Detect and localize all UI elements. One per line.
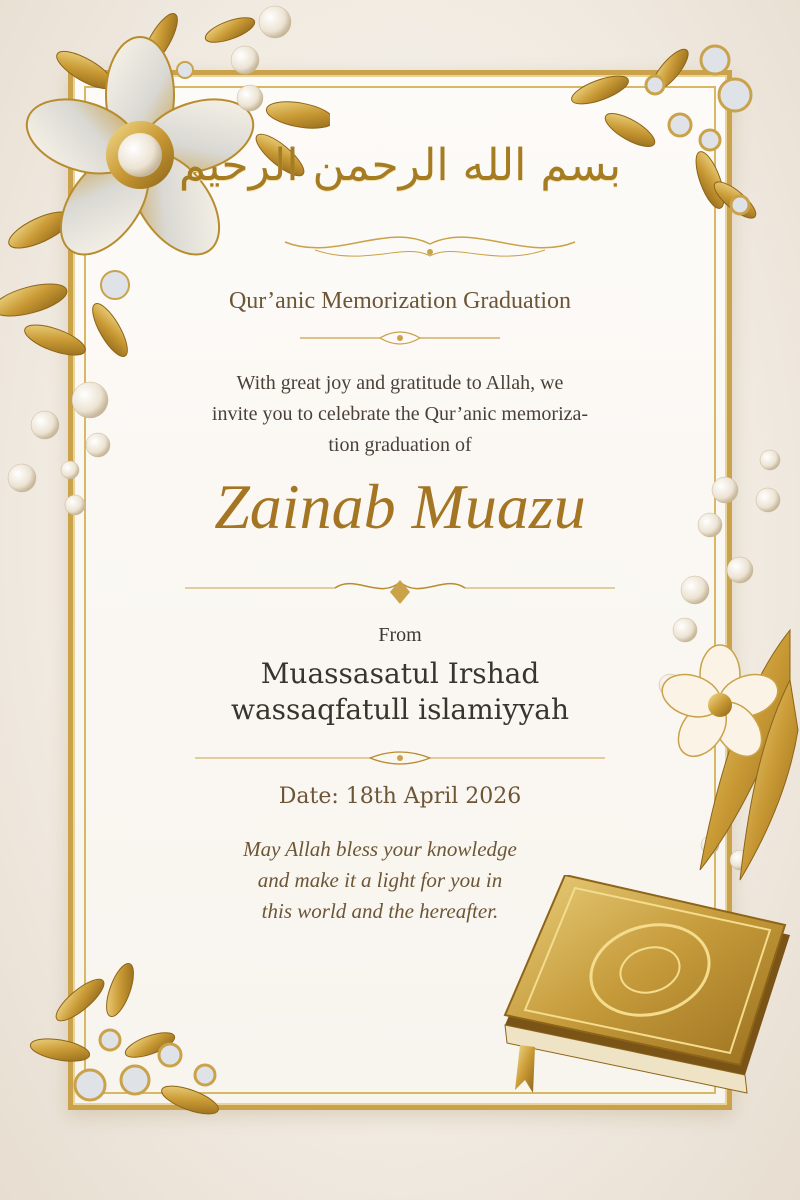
invitation-intro (0, 368, 800, 461)
blessing-text (200, 834, 560, 927)
event-heading: Qur’anic Memorization Graduation (228, 288, 572, 314)
intro-line: With great joy and gratitude to Allah, we (236, 372, 564, 394)
from-label: From (378, 624, 422, 646)
event-date: Date: 18th April 2026 (278, 784, 522, 809)
institution-line: wassaqfatull islamiyyah (230, 693, 569, 726)
graduate-name: Zainab Muazu (214, 471, 586, 542)
institution-divider-icon (195, 748, 605, 768)
institution-line: Muassasatul Irshad (260, 657, 540, 690)
blessing-line: May Allah bless your knowledge (243, 837, 517, 861)
calligraphy-flourish-icon (275, 222, 585, 272)
floral-top-right-icon (560, 30, 780, 230)
name-divider-icon (185, 566, 615, 606)
bismillah-calligraphy: بسم الله الرحمن الرحيم (178, 140, 622, 191)
floral-bottom-left-icon (20, 960, 240, 1140)
blessing-line: and make it a light for you in (257, 868, 503, 892)
heading-divider-icon (300, 328, 500, 348)
blessing-line: this world and the hereafter. (261, 899, 499, 923)
intro-line: tion graduation of (328, 434, 472, 456)
intro-line: invite you to celebrate the Qur’anic memoriza- (211, 403, 589, 425)
institution-name (0, 656, 800, 728)
